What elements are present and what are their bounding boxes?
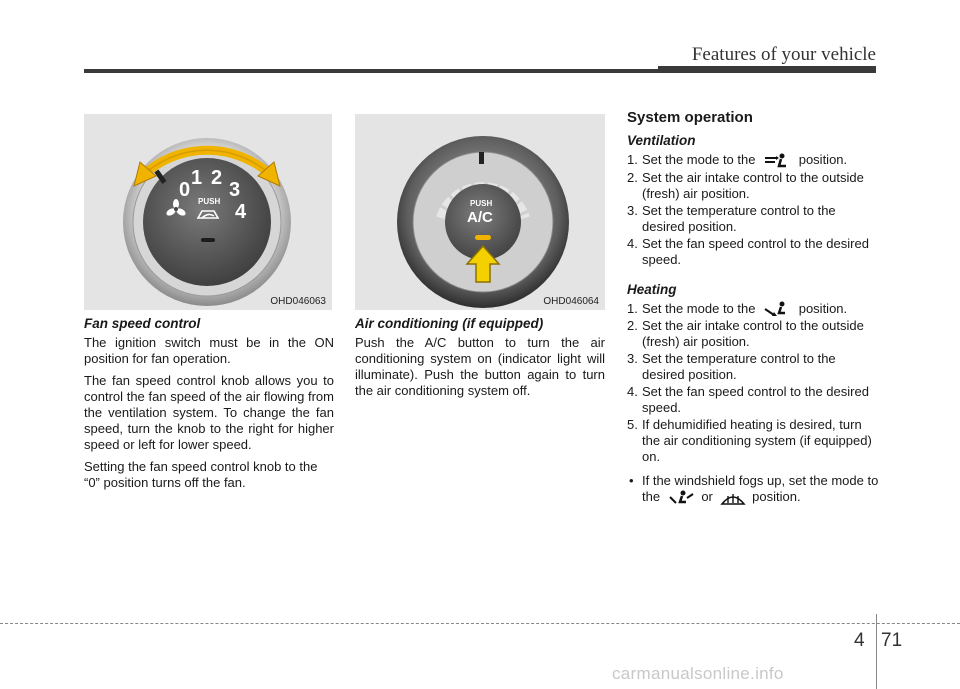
dial-number-4: 4 [235, 201, 247, 223]
push-label: PUSH [470, 199, 493, 208]
list-item: 4. Set the fan speed control to the desired speed. [627, 384, 869, 416]
fan-speed-section [84, 316, 334, 497]
air-conditioning-paragraph: Push the A/C button to turn the air conditioning system on (indicator light will illuminate). Push the button again to turn the air conditioning system off. [355, 335, 605, 398]
list-item: 4. Set the fan speed control to the desired speed. [627, 235, 869, 267]
dial-number-0: 0 [179, 179, 191, 201]
figure-code: OHD046063 [270, 296, 326, 307]
fan-speed-heading: Fan speed control [84, 316, 201, 331]
vent-mode-icon [762, 153, 792, 169]
fan-speed-paragraph: Setting the fan speed control knob to the “0” position turns off the fan. [84, 459, 318, 490]
fan-knob-illustration [84, 114, 332, 310]
list-item: 3. Set the temperature control to the desired position. [627, 202, 836, 234]
dial-number-3: 3 [229, 179, 241, 201]
floor-defrost-mode-icon [667, 490, 695, 506]
watermark: carmanualsonline.info [612, 664, 784, 683]
ventilation-steps [627, 152, 879, 268]
dial-number-2: 2 [211, 167, 223, 189]
list-item: 5. If dehumidified heating is desired, turn the air conditioning system (if equipped) on. [627, 417, 872, 465]
defrost-mode-icon [720, 490, 746, 506]
ac-button-label: A/C [467, 209, 493, 226]
ac-button-illustration [355, 114, 605, 310]
heating-heading: Heating [627, 281, 677, 297]
fan-speed-knob-figure [84, 114, 332, 310]
figure-code: OHD046064 [543, 296, 599, 307]
dial-number-1: 1 [191, 167, 203, 189]
header-rule-accent [658, 66, 876, 73]
air-conditioning-heading: Air conditioning (if equipped) [355, 316, 544, 331]
heating-steps [627, 301, 879, 466]
system-operation-section [627, 110, 879, 506]
fan-speed-paragraph: The ignition switch must be in the ON position for fan operation. [84, 335, 334, 366]
air-conditioning-section [355, 316, 605, 405]
page-number: 71 [881, 630, 903, 651]
defog-bullet: • If the windshield fogs up, set the mode to the or position. [629, 473, 879, 505]
ventilation-heading: Ventilation [627, 133, 696, 148]
header-title: Features of your vehicle [691, 44, 876, 65]
list-item: 1. Set the mode to the position. [627, 152, 848, 167]
chapter-number: 4 [854, 630, 865, 651]
list-item: 2. Set the air intake control to the outside (fresh) air position. [627, 169, 864, 201]
page-number-separator [876, 614, 877, 689]
push-label: PUSH [198, 197, 221, 206]
footer-rule [0, 623, 960, 624]
list-item: 2. Set the air intake control to the outside (fresh) air position. [627, 318, 864, 350]
ac-button-figure [355, 114, 605, 310]
list-item: 1. Set the mode to the position. [627, 300, 848, 316]
system-operation-title: System operation [627, 109, 753, 126]
list-item: 3. Set the temperature control to the desired position. [627, 351, 836, 383]
floor-mode-icon [762, 301, 792, 317]
fan-speed-paragraph: The fan speed control knob allows you to control the fan speed of the air flowing from the ventilation system. To change the fan speed, turn the knob to the right for higher speed or left for lower speed. [84, 373, 334, 452]
